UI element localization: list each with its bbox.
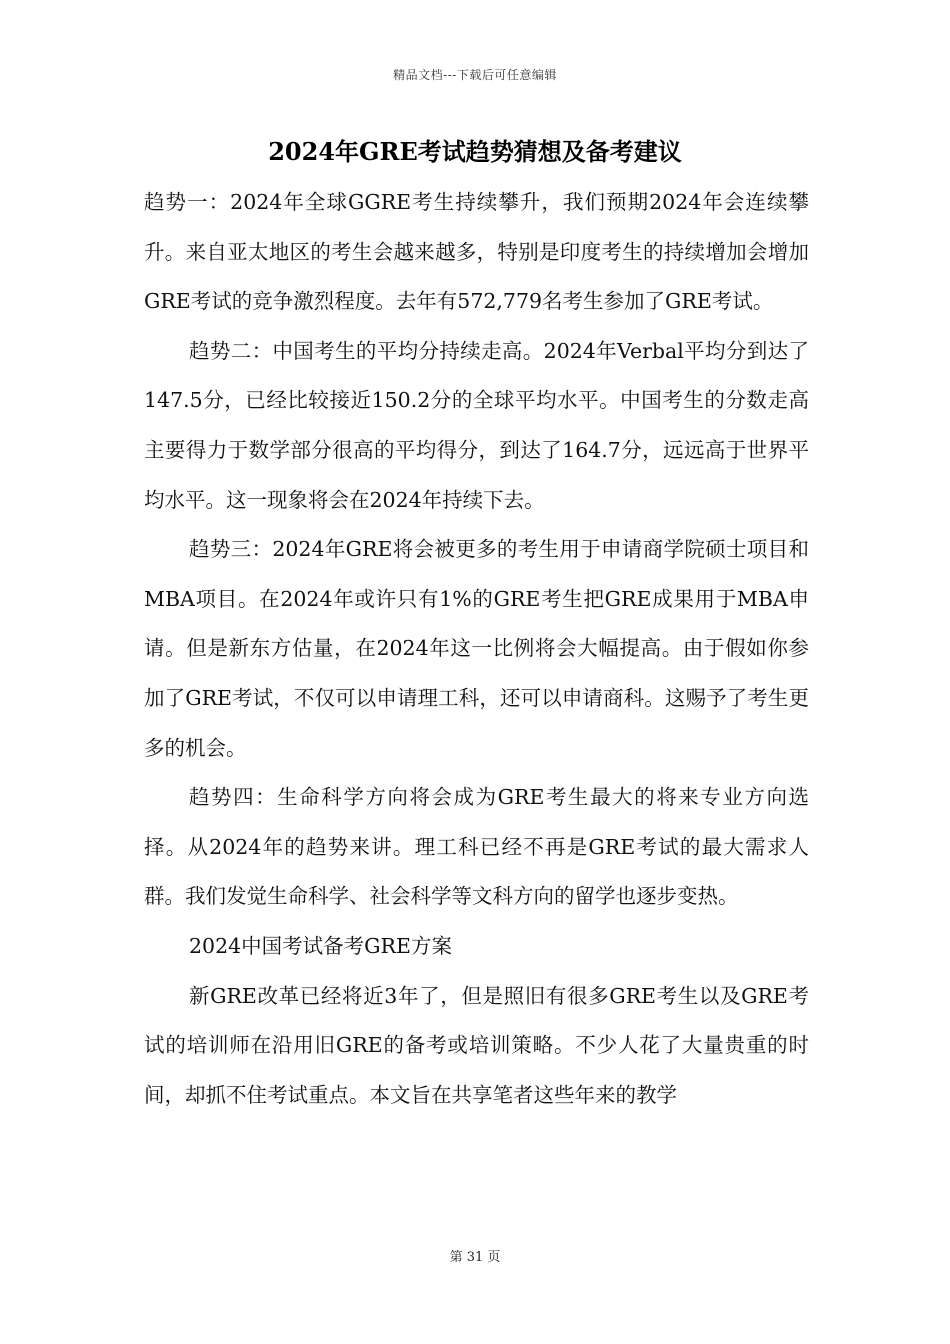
paragraph-trend-4: 趋势四：生命科学方向将会成为GRE考生最大的将来专业方向选择。从2024年的趋势来讲。理工科已经不再是GRE考试的最大需求人群。我们发觉生命科学、社会科学等文科方向的留学也逐步变热。 <box>144 785 809 909</box>
paragraph-trend-1: 趋势一：2024年全球GGRE考生持续攀升，我们预期2024年会连续攀升。来自亚太地区的考生会越来越多，特别是印度考生的持续增加会增加GRE考试的竞争激烈程度。去年有572,779名考生参加了GRE考试。 <box>144 190 809 314</box>
page-header: 精品文档---下载后可任意编辑 <box>393 68 557 82</box>
paragraph-trend-3: 趋势三：2024年GRE将会被更多的考生用于申请商学院硕士项目和MBA项目。在2024年或许只有1%的GRE考生把GRE成果用于MBA申请。但是新东方估量，在2024年这一比例将会大幅提高。由于假如你参加了GRE考试，不仅可以申请理工科，还可以申请商科。这赐予了考生更多的机会。 <box>144 537 809 760</box>
section-heading-plan: 2024中国考试备考GRE方案 <box>189 933 452 958</box>
paragraph-plan-intro: 新GRE改革已经将近3年了，但是照旧有很多GRE考生以及GRE考试的培训师在沿用旧GRE的备考或培训策略。不少人花了大量贵重的时间，却抓不住考试重点。本文旨在共享笔者这些年来的教学 <box>144 983 809 1107</box>
paragraph-trend-2: 趋势二：中国考生的平均分持续走高。2024年Verbal平均分到达了147.5分，已经比较接近150.2分的全球平均水平。中国考生的分数走高主要得力于数学部分很高的平均得分，到达了164.7分，远远高于世界平均水平。这一现象将会在2024年持续下去。 <box>144 338 809 512</box>
page-number: 第 31 页 <box>449 1250 501 1265</box>
document-body <box>144 178 809 1120</box>
document-title: 2024年GRE考试趋势猜想及备考建议 <box>268 137 682 166</box>
